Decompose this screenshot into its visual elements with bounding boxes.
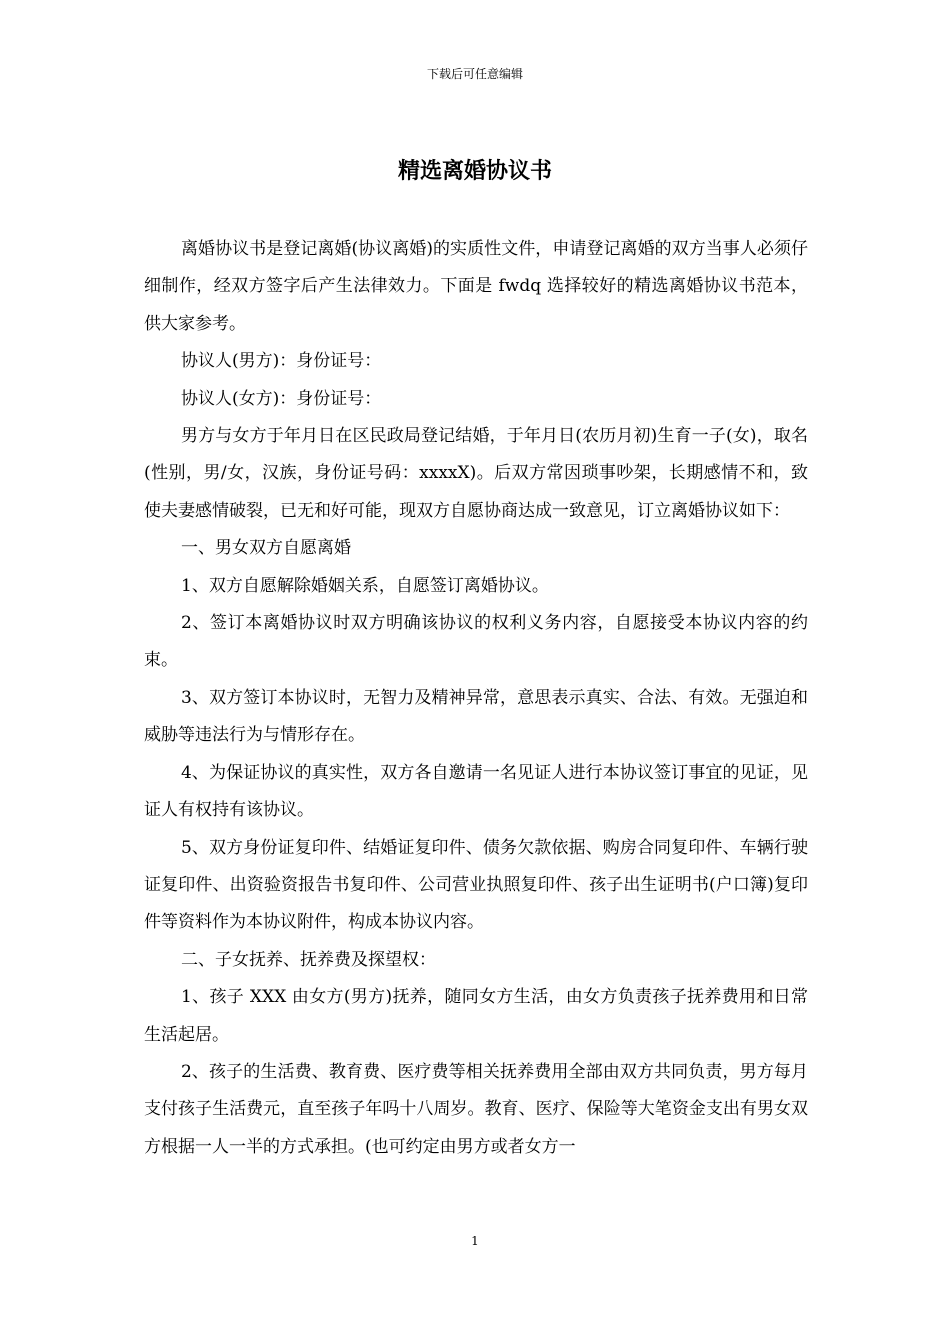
- clause-paragraph: 1、孩子 XXX 由女方(男方)抚养，随同女方生活，由女方负责孩子抚养费用和日常生活起居。: [144, 987, 808, 1045]
- marriage-facts-paragraph: 男方与女方于年月日在区民政局登记结婚，于年月日(农历月初)生育一子(女)，取名(性别，男/女，汉族，身份证号码：xxxxX)。后双方常因琐事吵架，长期感情不和，致使夫妻感情破裂，已无和好可能，现双方自愿协商达成一致意见，订立离婚协议如下：: [144, 426, 808, 521]
- party-male-line: 协议人(男方)：身份证号：: [181, 351, 382, 372]
- document-body: [144, 231, 808, 1166]
- clause-paragraph: 2、签订本离婚协议时双方明确该协议的权利义务内容，自愿接受本协议内容的约束。: [144, 613, 808, 671]
- intro-paragraph: 离婚协议书是登记离婚(协议离婚)的实质性文件，申请登记离婚的双方当事人必须仔细制作，经双方签字后产生法律效力。下面是 fwdq 选择较好的精选离婚协议书范本，供大家参考。: [144, 239, 808, 334]
- section-heading-custody: 二、子女抚养、抚养费及探望权：: [181, 949, 436, 970]
- section-heading-divorce: 一、男女双方自愿离婚: [181, 538, 351, 559]
- document-title: 精选离婚协议书: [397, 158, 552, 184]
- page-number: 1: [471, 1234, 479, 1248]
- clause-paragraph: 5、双方身份证复印件、结婚证复印件、债务欠款依据、购房合同复印件、车辆行驶证复印件、出资验资报告书复印件、公司营业执照复印件、孩子出生证明书(户口簿)复印件等资料作为本协议附件，构成本协议内容。: [144, 837, 808, 933]
- party-female-line: 协议人(女方)：身份证号：: [181, 388, 382, 409]
- clause-paragraph: 3、双方签订本协议时，无智力及精神异常，意思表示真实、合法、有效。无强迫和威胁等违法行为与情形存在。: [144, 687, 808, 746]
- clause-paragraph: 1、双方自愿解除婚姻关系，自愿签订离婚协议。: [181, 575, 549, 596]
- clause-paragraph: 2、孩子的生活费、教育费、医疗费等相关抚养费用全部由双方共同负责，男方每月支付孩子生活费元，直至孩子年吗十八周岁。教育、医疗、保险等大笔资金支出有男女双方根据一人一半的方式承担。(也可约定由男方或者女方一: [144, 1061, 808, 1157]
- clause-paragraph: 4、为保证协议的真实性，双方各自邀请一名见证人进行本协议签订事宜的见证，见证人有权持有该协议。: [144, 762, 808, 821]
- page-header: 下载后可任意编辑: [426, 67, 523, 81]
